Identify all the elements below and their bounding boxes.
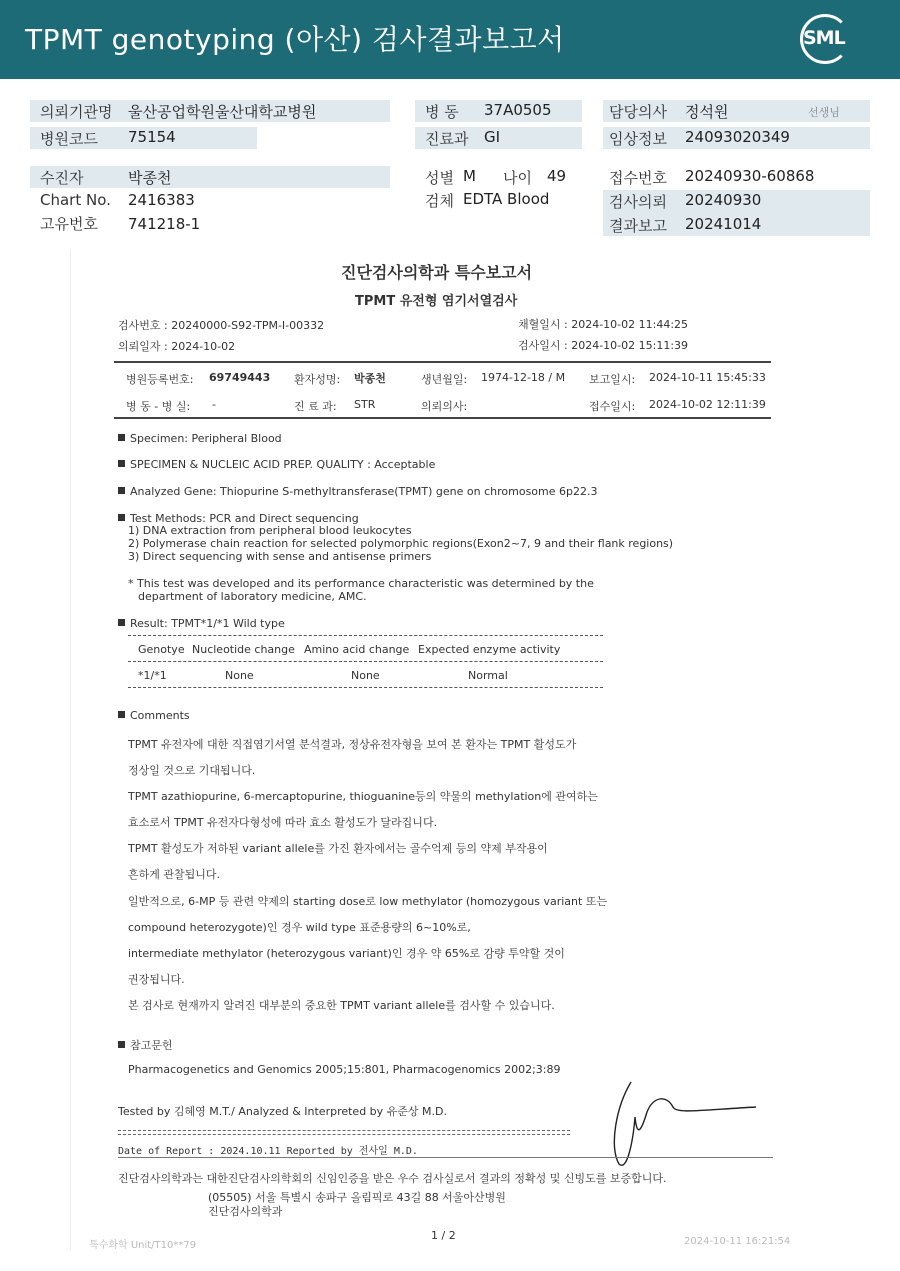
refs-title: 참고문헌 [118,1037,173,1053]
hospital-code-value: 75154 [128,128,176,146]
table-rule-top [128,635,603,636]
bullet-square-icon [118,487,125,494]
uid-value: 741218-1 [128,215,201,233]
th-genotype: Genotye [138,643,185,656]
doctor-label: 담당의사 [609,103,667,121]
method-3: 3) Direct sequencing with sense and antisense primers [128,550,432,563]
org-value: 울산공업학원울산대학교병원 [128,103,317,121]
test-number: 검사번호 : 20240000-S92-TPM-I-00332 [118,319,325,332]
chart-value: 2416383 [128,191,195,209]
comment-line: 흔하게 관찰됩니다. [128,868,221,881]
name-label: 환자성명: [294,373,341,386]
ward-room-label: 병 동 - 병 실: [126,400,191,413]
reg-value: 69749443 [209,371,271,384]
footer-left: 특수화학 Unit/T10**79 [89,1240,197,1251]
dept-label: 진료과 [425,130,469,148]
method-1: 1) DNA extraction from peripheral blood leukocytes [128,524,412,537]
hospital-code-label: 병원코드 [40,130,98,148]
report-time-value: 2024-10-11 15:45:33 [649,371,766,384]
recv-value: 2024-10-02 12:11:39 [649,398,766,411]
age-value: 49 [547,167,567,185]
doctor-suffix: 선생님 [808,106,840,119]
bullet-square-icon [118,434,125,441]
recv-label: 접수일시: [589,400,636,413]
specimen-label: 검체 [425,192,454,210]
patient-bar [30,166,390,188]
request-date: 의뢰일자 : 2024-10-02 [118,340,236,353]
dob-label: 생년월일: [421,373,468,386]
doctor-value: 정석원 [685,103,729,121]
name-value: 박종천 [354,372,386,385]
quality-line: SPECIMEN & NUCLEIC ACID PREP. QUALITY : Acceptable [118,458,435,471]
gene-line: Analyzed Gene: Thiopurine S-methyltransferase(TPMT) gene on chromosome 6p22.3 [118,485,597,498]
receipt-label: 접수번호 [609,169,667,187]
refs-text: Pharmacogenetics and Genomics 2005;15:801, Pharmacogenomics 2002;3:89 [128,1063,561,1076]
chart-label: Chart No. [40,191,111,209]
patient-value: 박종천 [128,169,172,187]
note-line-1: * This test was developed and its performance characteristic was determined by the [128,577,594,590]
comment-line: 정상일 것으로 기대됩니다. [128,764,256,777]
td-enzyme: Normal [468,669,508,682]
method-2: 2) Polymerase chain reaction for selected polymorphic regions(Exon2~7, 9 and their flank regions) [128,537,674,550]
td-genotype: *1/*1 [138,669,167,682]
date-of-report: Date of Report : 2024.10.11 Reported by 전사일 M.D. [118,1146,418,1157]
org-label: 의뢰기관명 [40,103,113,121]
logo-text: SML [803,27,845,49]
page-number: 1 / 2 [431,1229,456,1242]
doc-title: 진단검사의학과 특수보고서 [341,263,533,282]
comment-line: intermediate methylator (heterozygous variant)인 경우 약 65%로 감량 투약할 것이 [128,947,565,960]
td-nucleotide: None [225,669,254,682]
comment-line: TPMT 유전자에 대한 직접염기서열 분석결과, 정상유전자형을 보여 본 환자는 TPMT 활성도가 [128,738,577,751]
physician-label: 의뢰의사: [421,400,468,413]
scanned-report [70,250,811,1250]
td-amino: None [351,669,380,682]
reg-label: 병원등록번호: [126,373,194,386]
dob-value: 1974-12-18 / M [481,371,566,384]
th-amino: Amino acid change [304,643,410,656]
test-time: 검사일시 : 2024-10-02 15:11:39 [518,339,689,352]
table-rule-mid [128,661,603,662]
footer-right: 2024-10-11 16:21:54 [684,1236,791,1247]
specimen-line: Specimen: Peripheral Blood [118,432,282,445]
report-value: 20241014 [685,215,762,233]
comment-line: 본 검사로 현재까지 알려진 대부분의 중요한 TPMT variant allele를 검사할 수 있습니다. [128,999,555,1012]
doc-subtitle: TPMT 유전형 염기서열검사 [355,294,518,309]
report-title: TPMT genotyping (아산) 검사결과보고서 [25,23,565,56]
comments-title: Comments [118,709,190,722]
report-time-label: 보고일시: [589,373,636,386]
double-rule [118,1130,570,1135]
collect-time: 채혈일시 : 2024-10-02 11:44:25 [518,318,689,331]
note-line-2: department of laboratory medicine, AMC. [138,590,367,603]
comment-line: compound heterozygote)인 경우 wild type 표준용량의 6~10%로, [128,921,471,934]
specimen-value: EDTA Blood [463,190,550,208]
ward-value: 37A0505 [484,101,552,119]
comment-line: TPMT 활성도가 저하된 variant allele를 가진 환자에서는 골수억제 등의 약제 부작용이 [128,842,548,855]
report-rule [118,1157,773,1158]
sex-label: 성별 [425,169,454,187]
dept-name: 진단검사의학과 [208,1205,283,1218]
address: (05505) 서울 특별시 송파구 올림픽로 43길 88 서울아산병원 [208,1191,506,1204]
clinical-label: 임상정보 [609,130,667,148]
dept-value: GI [484,128,501,146]
certification: 진단검사의학과는 대한진단검사의학회의 신임인증을 받은 우수 검사실로서 결과의 정확성 및 신빙도를 보증합니다. [118,1172,667,1185]
comment-line: 권장됩니다. [128,973,185,986]
header-rule-top [114,361,771,363]
ward-label: 병 동 [425,103,459,121]
comment-line: 일반적으로, 6-MP 등 관련 약제의 starting dose로 low methylator (homozygous variant 또는 [128,895,608,908]
request-value: 20240930 [685,191,762,209]
tested-by: Tested by 김혜영 M.T./ Analyzed & Interpreted by 유준상 M.D. [118,1105,447,1118]
sml-logo [800,14,850,64]
bullet-square-icon [118,460,125,467]
request-label: 검사의뢰 [609,193,667,211]
table-rule-bottom [128,687,603,688]
age-label: 나이 [503,169,532,187]
th-nucleotide: Nucleotide change [192,643,295,656]
dept-label-doc: 진 료 과: [294,400,337,413]
patient-label: 수진자 [40,169,84,187]
methods-title: Test Methods: PCR and Direct sequencing [118,512,359,525]
receipt-value: 20240930-60868 [685,167,815,185]
bullet-square-icon [118,1041,125,1048]
report-header [0,0,900,79]
sex-value: M [463,167,476,185]
uid-label: 고유번호 [40,215,98,233]
bullet-square-icon [118,514,125,521]
header-rule-bottom [114,417,771,419]
comment-line: 효소로서 TPMT 유전자다형성에 따라 효소 활성도가 달라집니다. [128,816,438,829]
bullet-square-icon [118,711,125,718]
report-label: 결과보고 [609,217,667,235]
bullet-square-icon [118,619,125,626]
comment-line: TPMT azathiopurine, 6-mercaptopurine, thioguanine등의 약물의 methylation에 관여하는 [128,790,598,803]
ward-room-value: - [212,398,216,411]
result-line: Result: TPMT*1/*1 Wild type [118,617,285,630]
clinical-value: 24093020349 [685,128,790,146]
th-enzyme: Expected enzyme activity [418,643,561,656]
dept-value-doc: STR [354,398,376,411]
